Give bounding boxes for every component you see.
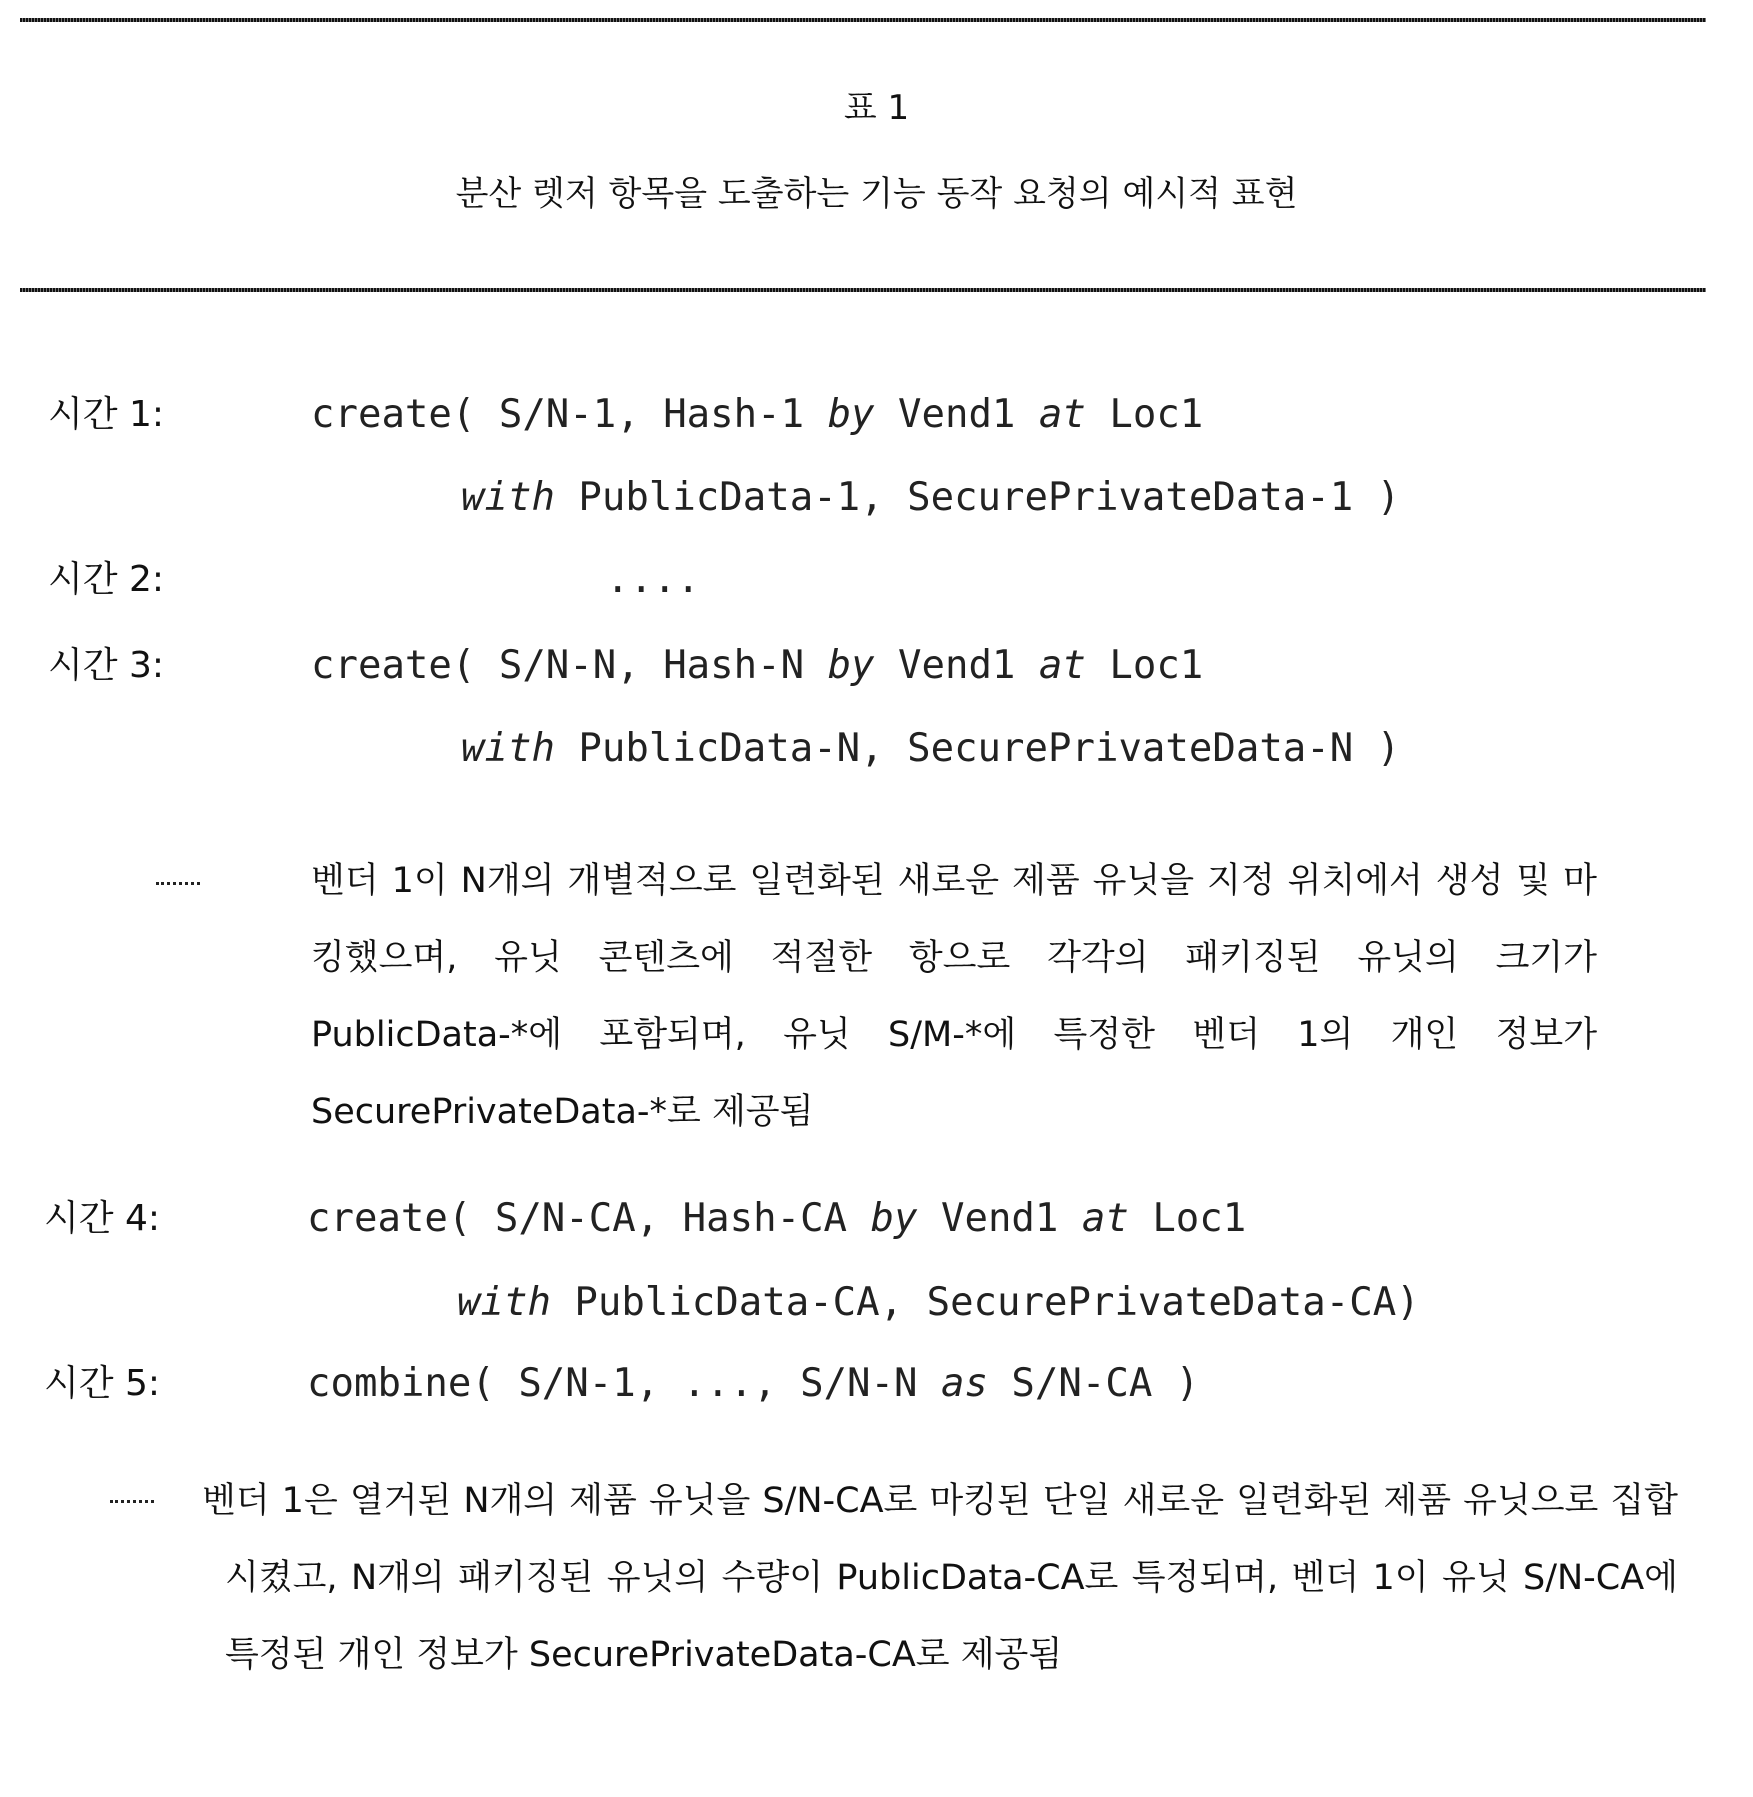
code-text: Loc1 <box>1086 392 1203 437</box>
code-line <box>311 644 1203 688</box>
code-text: Loc1 <box>1129 1196 1246 1241</box>
code-text: PublicData-1, SecurePrivateData-1 ) <box>555 475 1400 520</box>
code-text: PublicData-CA, SecurePrivateData-CA) <box>551 1280 1420 1325</box>
time-label: 시간 4: <box>44 1197 160 1241</box>
code-text: combine( S/N-1, ..., S/N-N <box>307 1361 941 1406</box>
time-label: 시간 2: <box>48 558 164 602</box>
code-keyword: at <box>1039 643 1086 688</box>
code-text: Vend1 <box>918 1196 1082 1241</box>
code-text: create( S/N-N, Hash-N <box>311 643 828 688</box>
code-line <box>606 558 700 602</box>
time-label: 시간 5: <box>44 1362 160 1406</box>
code-keyword: with <box>457 1280 551 1325</box>
code-keyword: with <box>461 726 555 771</box>
time-label: 시간 3: <box>48 644 164 688</box>
code-text: .... <box>606 557 700 602</box>
code-keyword: by <box>871 1196 918 1241</box>
code-keyword: at <box>1039 392 1086 437</box>
note-dash <box>110 1500 154 1503</box>
code-line <box>461 476 1400 520</box>
code-text: create( S/N-CA, Hash-CA <box>307 1196 871 1241</box>
note-dash <box>156 882 200 885</box>
code-keyword: with <box>461 475 555 520</box>
note-1: 벤더 1이 N개의 개별적으로 일련화된 새로운 제품 유닛을 지정 위치에서 생성 및 마킹했으며, 유닛 콘텐츠에 적절한 항으로 각각의 패키징된 유닛의 크기가 PublicData-*에 포함되며, 유닛 S/M-*에 특정한 벤더 1의 개인 정보가 SecurePrivateData-*로 제공됨 <box>311 843 1597 1151</box>
code-text: S/N-CA ) <box>988 1361 1199 1406</box>
code-text: Vend1 <box>875 643 1039 688</box>
code-text: PublicData-N, SecurePrivateData-N ) <box>555 726 1400 771</box>
top-rule <box>20 18 1706 22</box>
code-keyword: at <box>1082 1196 1129 1241</box>
code-line <box>457 1281 1420 1325</box>
table-title: 분산 렛저 항목을 도출하는 기능 동작 요청의 예시적 표현 <box>0 166 1753 215</box>
code-keyword: as <box>941 1361 988 1406</box>
code-text: Vend1 <box>875 392 1039 437</box>
table-label: 표 1 <box>0 80 1753 129</box>
code-keyword: by <box>828 392 875 437</box>
time-label: 시간 1: <box>48 393 164 437</box>
code-line <box>307 1197 1246 1241</box>
code-line <box>311 393 1203 437</box>
header-rule <box>20 288 1706 292</box>
note-2: 벤더 1은 열거된 N개의 제품 유닛을 S/N-CA로 마킹된 단일 새로운 일련화된 제품 유닛으로 집합시켰고, N개의 패키징된 유닛의 수량이 PublicData-CA로 특정되며, 벤더 1이 유닛 S/N-CA에 특정된 개인 정보가 SecurePrivateData-CA로 제공됨 <box>225 1463 1678 1694</box>
code-line <box>307 1362 1199 1406</box>
code-text: Loc1 <box>1086 643 1203 688</box>
code-text: create( S/N-1, Hash-1 <box>311 392 828 437</box>
code-line <box>461 727 1400 771</box>
code-keyword: by <box>828 643 875 688</box>
